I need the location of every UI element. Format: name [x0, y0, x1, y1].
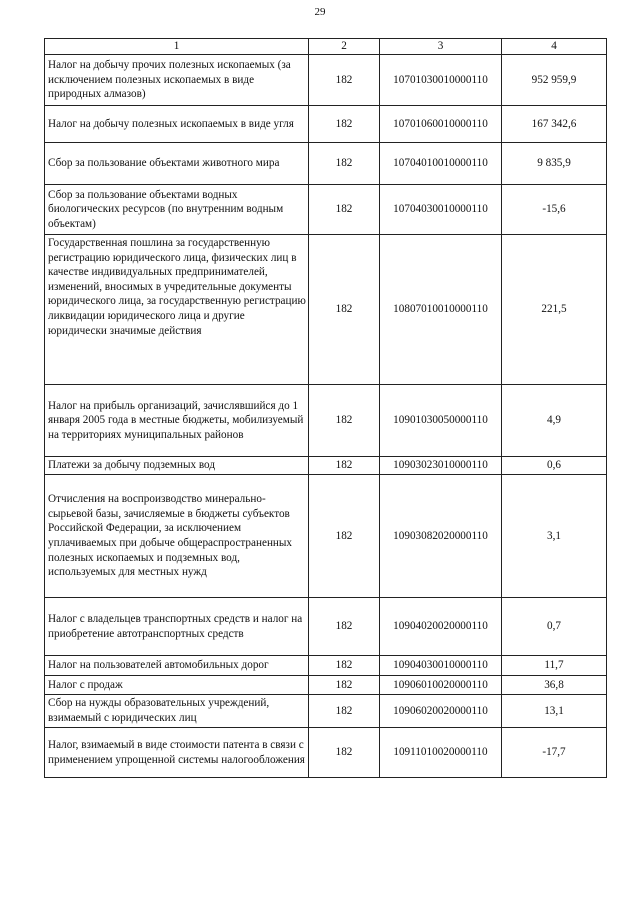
- row-amount: 0,7: [502, 598, 607, 656]
- row-name: Налог, взимаемый в виде стоимости патента в связи с применением упрощенной системы налогообложения: [45, 728, 309, 778]
- row-amount: -17,7: [502, 728, 607, 778]
- table-row: [45, 475, 607, 598]
- column-header: 3: [380, 39, 502, 55]
- row-name: Налог на пользователей автомобильных дорог: [45, 656, 309, 676]
- row-admin-code: 182: [309, 676, 380, 695]
- column-header: 1: [45, 39, 309, 55]
- row-admin-code: 182: [309, 106, 380, 143]
- table-row: [45, 143, 607, 185]
- row-amount: -15,6: [502, 185, 607, 235]
- row-amount: 221,5: [502, 235, 607, 385]
- row-name: Сбор за пользование объектами животного мира: [45, 143, 309, 185]
- row-admin-code: 182: [309, 598, 380, 656]
- row-amount: 13,1: [502, 695, 607, 728]
- table-row: [45, 385, 607, 457]
- row-admin-code: 182: [309, 235, 380, 385]
- row-budget-code: 10904020020000110: [380, 598, 502, 656]
- table-row: [45, 695, 607, 728]
- row-name: Сбор за пользование объектами водных биологических ресурсов (по внутренним водным объектам): [45, 185, 309, 235]
- row-name: Государственная пошлина за государственную регистрацию юридического лица, физических лиц в качестве индивидуальных предпринимателей, изменений, вносимых в учредительные документы юридического лица, за государственную регистрацию ликвидации юридического лица и другие юридически значимые действия: [45, 235, 309, 385]
- row-name: Отчисления на воспроизводство минерально-сырьевой базы, зачисляемые в бюджеты субъектов Российской Федерации, за исключением уплачиваемых при добыче общераспространенных полезных ископаемых и подземных вод, используемых для местных нужд: [45, 475, 309, 598]
- row-amount: 3,1: [502, 475, 607, 598]
- row-amount: 952 959,9: [502, 55, 607, 106]
- row-budget-code: 10911010020000110: [380, 728, 502, 778]
- row-name: Налог на прибыль организаций, зачислявшийся до 1 января 2005 года в местные бюджеты, мобилизуемый на территориях муниципальных районов: [45, 385, 309, 457]
- table-header-row: [45, 39, 607, 55]
- table-row: [45, 55, 607, 106]
- row-name: Налог с продаж: [45, 676, 309, 695]
- row-budget-code: 10704010010000110: [380, 143, 502, 185]
- revenue-table: [44, 38, 607, 778]
- row-admin-code: 182: [309, 457, 380, 475]
- row-budget-code: 10901030050000110: [380, 385, 502, 457]
- column-header: 4: [502, 39, 607, 55]
- table-row: [45, 598, 607, 656]
- table-row: [45, 235, 607, 385]
- row-name: Налог на добычу прочих полезных ископаемых (за исключением полезных ископаемых в виде природных алмазов): [45, 55, 309, 106]
- row-budget-code: 10807010010000110: [380, 235, 502, 385]
- row-budget-code: 10701060010000110: [380, 106, 502, 143]
- row-budget-code: 10903082020000110: [380, 475, 502, 598]
- page-number: 29: [314, 6, 326, 18]
- row-name: Налог с владельцев транспортных средств и налог на приобретение автотранспортных средств: [45, 598, 309, 656]
- row-amount: 11,7: [502, 656, 607, 676]
- row-admin-code: 182: [309, 385, 380, 457]
- row-budget-code: 10906010020000110: [380, 676, 502, 695]
- row-admin-code: 182: [309, 143, 380, 185]
- table-row: [45, 656, 607, 676]
- row-amount: 4,9: [502, 385, 607, 457]
- row-name: Платежи за добычу подземных вод: [45, 457, 309, 475]
- row-budget-code: 10704030010000110: [380, 185, 502, 235]
- row-name: Налог на добычу полезных ископаемых в виде угля: [45, 106, 309, 143]
- row-budget-code: 10904030010000110: [380, 656, 502, 676]
- table-row: [45, 185, 607, 235]
- row-budget-code: 10906020020000110: [380, 695, 502, 728]
- column-header: 2: [309, 39, 380, 55]
- row-name: Сбор на нужды образовательных учреждений, взимаемый с юридических лиц: [45, 695, 309, 728]
- row-amount: 0,6: [502, 457, 607, 475]
- row-amount: 9 835,9: [502, 143, 607, 185]
- row-admin-code: 182: [309, 55, 380, 106]
- row-admin-code: 182: [309, 656, 380, 676]
- row-admin-code: 182: [309, 728, 380, 778]
- row-admin-code: 182: [309, 185, 380, 235]
- table-row: [45, 106, 607, 143]
- row-admin-code: 182: [309, 475, 380, 598]
- table-row: [45, 676, 607, 695]
- row-amount: 167 342,6: [502, 106, 607, 143]
- row-budget-code: 10903023010000110: [380, 457, 502, 475]
- row-amount: 36,8: [502, 676, 607, 695]
- row-admin-code: 182: [309, 695, 380, 728]
- table-row: [45, 457, 607, 475]
- table-row: [45, 728, 607, 778]
- row-budget-code: 10701030010000110: [380, 55, 502, 106]
